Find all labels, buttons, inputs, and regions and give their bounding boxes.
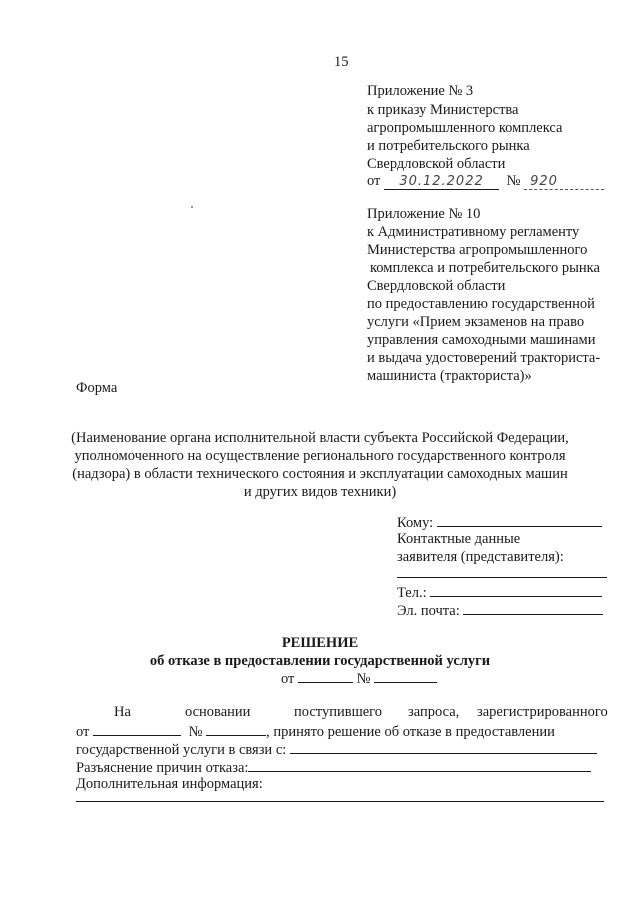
body-date-field [93,723,181,736]
to-label: Кому: [397,515,434,531]
email-row [397,602,603,619]
decision-title: РЕШЕНИЕ [281,635,359,651]
appendix-10-line-7: услуги «Прием экзаменов на право [367,314,585,330]
appendix-3-line-2: к приказу Министерства [367,102,519,118]
to-field [437,514,602,527]
reason-label: Разъяснение причин отказа: [76,760,249,776]
contacts-line-1: Контактные данные [397,531,521,547]
phone-field [430,584,602,597]
decision-date-prefix: от [281,671,295,687]
appendix-10-line-5: Свердловской области [367,278,506,294]
contacts-line-2: заявителя (представителя): [397,549,564,565]
appendix-10-line-4: комплекса и потребительского рынка [370,260,600,276]
body-line-2 [76,723,555,740]
reason-field [248,759,591,772]
body-word-5: зарегистрированного [477,704,608,720]
body-reason-lead: государственной услуги в связи с: [76,742,287,758]
decision-date-field [298,670,353,683]
body-word-4: запроса, [408,704,460,720]
appendix-3-line-4: и потребительского рынка [367,138,530,154]
authority-line-3: (надзора) в области технического состояния и эксплуатации самоходных машин [72,466,568,482]
to-row [397,514,602,531]
body-from-prefix: от [76,724,90,740]
body-word-1: На [114,704,131,720]
appendix-3-line-3: агропромышленного комплекса [367,120,563,136]
contacts-field-line [397,577,607,578]
number-prefix: № [506,173,521,189]
appendix-10-line-1: Приложение № 10 [367,206,481,222]
appendix-10-line-9: и выдача удостоверений тракториста- [367,350,601,366]
body-number-field [206,723,266,736]
phone-row [397,584,602,601]
additional-info-line [76,801,604,802]
appendix-10-line-10: машиниста (тракториста)» [367,368,532,384]
email-label: Эл. почта: [397,603,460,619]
body-word-3: поступившего [294,704,383,720]
appendix-10-line-3: Министерства агропромышленного [367,242,588,258]
authority-line-1: (Наименование органа исполнительной власти субъекта Российской Федерации, [71,430,569,446]
decision-date-row [281,670,437,687]
reason-row [76,759,591,776]
appendix-3-line-5: Свердловской области [367,156,506,172]
decision-number-prefix: № [356,671,371,687]
decision-subtitle: об отказе в предоставлении государственной услуги [149,653,491,669]
date-prefix: от [367,173,381,189]
number-field [524,174,604,190]
additional-info-label: Дополнительная информация: [76,776,263,792]
handwritten-date: 30.12.2022 [399,174,484,189]
body-number-prefix: № [188,724,203,740]
appendix-10-line-6: по предоставлению государственной [367,296,595,312]
date-field [384,174,499,190]
body-word-2: основании [185,704,251,720]
email-field [463,602,603,615]
scan-dot [191,206,193,208]
body-line-2-tail: , принято решение об отказе в предоставлении [266,724,555,740]
authority-line-2: уполномоченного на осуществление регионального государственного контроля [74,448,566,464]
appendix-3-date-row [367,174,604,190]
authority-line-4: и других видов техники) [243,484,397,500]
body-line-3 [76,741,597,758]
phone-label: Тел.: [397,585,427,601]
appendix-10-line-2: к Административному регламенту [367,224,580,240]
decision-number-field [374,670,437,683]
appendix-10-line-8: управления самоходными машинами [367,332,596,348]
form-label: Форма [76,380,118,396]
page-number: 15 [334,54,349,70]
handwritten-number: 920 [530,174,558,189]
appendix-3-line-1: Приложение № 3 [367,83,474,99]
body-reason-field [290,741,597,754]
